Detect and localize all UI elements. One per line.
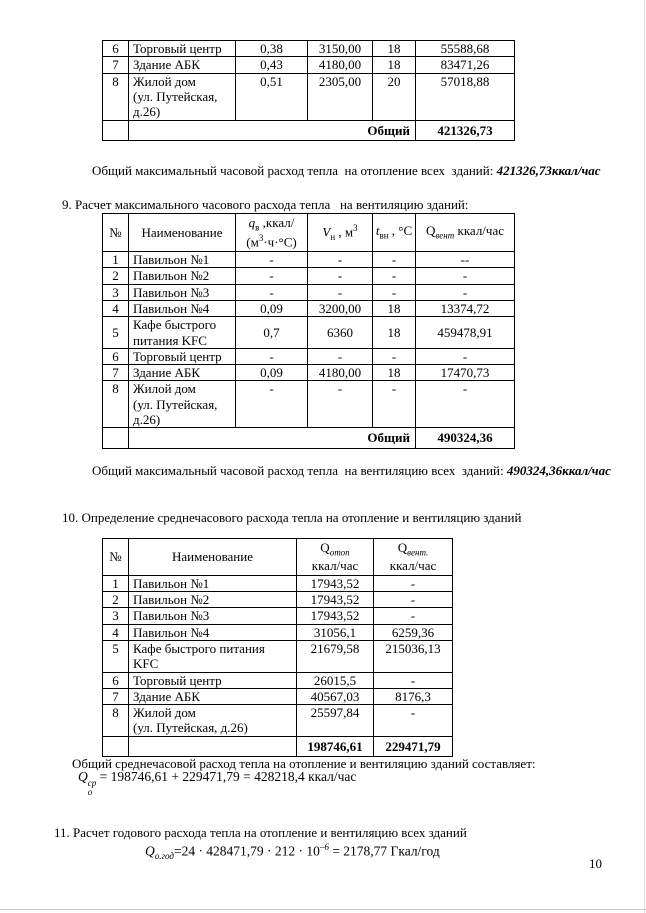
heating-total-row <box>103 120 515 140</box>
table-cell: 18 <box>373 317 416 349</box>
table-cell: -- <box>416 251 515 267</box>
table-cell: 3 <box>103 284 129 300</box>
table-cell: 6 <box>103 348 129 364</box>
table-cell: Кафе быстрого питания KFC <box>129 640 297 672</box>
table-cell: 459478,91 <box>416 317 515 349</box>
table-cell: - <box>373 251 416 267</box>
table-cell: - <box>236 251 308 267</box>
table-cell: 1 <box>103 251 129 267</box>
table-cell: - <box>373 348 416 364</box>
table-cell: 18 <box>373 41 416 57</box>
table-cell: - <box>374 575 453 591</box>
table-cell: Здание АБК <box>129 688 297 704</box>
table-cell: 0,7 <box>236 317 308 349</box>
table-cell: Здание АБК <box>129 365 236 381</box>
table-cell <box>103 120 129 140</box>
table-cell: - <box>374 608 453 624</box>
table-cell: Жилой дом (ул. Путейская, д.26) <box>129 73 236 120</box>
table-cell <box>103 428 129 448</box>
table-cell: 0,09 <box>236 365 308 381</box>
annual-formula <box>145 842 440 861</box>
table-cell: 40567,03 <box>297 688 374 704</box>
table-row <box>103 300 515 316</box>
table-row <box>103 73 515 120</box>
column-header: № <box>103 214 129 252</box>
column-header: № <box>103 539 129 576</box>
formula-expression: =24 · 428471,79 · 212 · 10 <box>173 843 320 859</box>
table-cell: 3 <box>103 608 129 624</box>
table-cell: 4180,00 <box>308 365 373 381</box>
table-cell: 6259,36 <box>374 624 453 640</box>
table-cell: - <box>236 348 308 364</box>
table-cell: 4180,00 <box>308 57 373 73</box>
table-cell <box>103 736 129 756</box>
table-cell: 8 <box>103 73 129 120</box>
table-cell: - <box>416 284 515 300</box>
table-cell: Павильон №1 <box>129 575 297 591</box>
table-cell: - <box>374 705 453 737</box>
heating-summary-text: Общий максимальный часовой расход тепла на отопление всех зданий: <box>92 163 497 178</box>
table-cell: 1 <box>103 575 129 591</box>
table-row <box>103 317 515 349</box>
table-cell: Павильон №2 <box>129 268 236 284</box>
table-cell: - <box>416 381 515 428</box>
table-cell: 55588,68 <box>416 41 515 57</box>
table-cell: 17943,52 <box>297 591 374 607</box>
table-cell: 31056,1 <box>297 624 374 640</box>
column-header: $q_в$ ,ккал/ $(м^3\cdot ч\cdot^\circ С)$ <box>236 214 308 252</box>
table-cell: - <box>308 251 373 267</box>
table-cell: 57018,88 <box>416 73 515 120</box>
table-cell: Павильон №4 <box>129 300 236 316</box>
column-header: $Q_{вент.}$ ккал/час <box>374 539 453 576</box>
table-cell: - <box>236 284 308 300</box>
table-cell: 18 <box>373 300 416 316</box>
table-cell: Жилой дом (ул. Путейская, д.26) <box>129 381 236 428</box>
table-cell: - <box>373 284 416 300</box>
table-cell: 83471,26 <box>416 57 515 73</box>
column-header: Наименование <box>129 214 236 252</box>
table-cell: 8 <box>103 381 129 428</box>
table-cell: Павильон №2 <box>129 591 297 607</box>
table-cell: 0,43 <box>236 57 308 73</box>
heating-summary <box>62 163 601 179</box>
table-row <box>103 348 515 364</box>
header-row <box>103 539 453 576</box>
table-row <box>103 575 453 591</box>
table-row <box>103 365 515 381</box>
section10-heading: 10. Определение среднечасового расхода тепла на отопление и вентиляцию зданий <box>62 510 522 525</box>
section9-heading: 9. Расчет максимального часового расхода тепла на вентиляцию зданий: <box>62 197 469 212</box>
heating-table <box>102 40 515 141</box>
table-cell: 7 <box>103 365 129 381</box>
table-cell: 0,09 <box>236 300 308 316</box>
table-cell: 17470,73 <box>416 365 515 381</box>
page-number: 10 <box>589 856 602 871</box>
column-header: $V_н$ , $м^3$ <box>308 214 373 252</box>
table-row <box>103 624 453 640</box>
table-cell: - <box>308 348 373 364</box>
table-row <box>103 608 453 624</box>
table-cell: 5 <box>103 317 129 349</box>
avg-hourly-formula <box>78 769 356 796</box>
table-cell: 3150,00 <box>308 41 373 57</box>
table-cell: Торговый центр <box>129 672 297 688</box>
table-cell <box>129 736 297 756</box>
table-cell: 7 <box>103 688 129 704</box>
table-cell: Кафе быстрого питания KFC <box>129 317 236 349</box>
table-row <box>103 640 453 672</box>
table-cell: 4 <box>103 624 129 640</box>
table-cell: Павильон №3 <box>129 284 236 300</box>
formula-result: = 2178,77 Гкал/год <box>328 843 440 859</box>
formula-supsub <box>88 779 97 796</box>
table-cell: - <box>416 348 515 364</box>
table-cell: Павильон №1 <box>129 251 236 267</box>
table-cell: 0,38 <box>236 41 308 57</box>
ventilation-summary-text: Общий максимальный часовой расход тепла на вентиляцию всех зданий: <box>92 463 507 478</box>
table-cell: 2305,00 <box>308 73 373 120</box>
table-cell: 2 <box>103 591 129 607</box>
formula-symbol: Q <box>78 769 88 784</box>
table-row <box>103 251 515 267</box>
table-row <box>103 688 453 704</box>
formula-exponent: –6 <box>319 842 329 852</box>
table-cell: 17943,52 <box>297 608 374 624</box>
column-header: Наименование <box>129 539 297 576</box>
table-cell: 8 <box>103 705 129 737</box>
table-row <box>103 705 453 737</box>
heating-total-label: Общий <box>129 120 416 140</box>
table-cell: 6 <box>103 672 129 688</box>
average-total-otop: 198746,61 <box>297 736 374 756</box>
table-cell: 6360 <box>308 317 373 349</box>
table-cell: 20 <box>373 73 416 120</box>
heating-total-value: 421326,73 <box>416 120 515 140</box>
table-cell: Павильон №3 <box>129 608 297 624</box>
table-cell: 215036,13 <box>374 640 453 672</box>
table-cell: 13374,72 <box>416 300 515 316</box>
table-row <box>103 41 515 57</box>
table-cell: - <box>236 381 308 428</box>
average-total-row <box>103 736 453 756</box>
table-cell: 2 <box>103 268 129 284</box>
average-table <box>102 538 453 757</box>
ventilation-table <box>102 213 515 449</box>
table-cell: Здание АБК <box>129 57 236 73</box>
table-cell: Жилой дом (ул. Путейская, д.26) <box>129 705 297 737</box>
table-cell: 4 <box>103 300 129 316</box>
average-summary: Общий среднечасовой расход тепла на отопление и вентиляцию зданий составляет: <box>72 756 536 771</box>
table-row <box>103 57 515 73</box>
table-cell: Торговый центр <box>129 41 236 57</box>
table-cell: - <box>373 381 416 428</box>
table-cell: - <box>374 672 453 688</box>
section11-heading: 11. Расчет годового расхода тепла на отопление и вентиляцию всех зданий <box>54 825 467 840</box>
table-row <box>103 672 453 688</box>
formula-subscript: о <box>87 786 93 797</box>
ventilation-summary <box>62 463 611 479</box>
formula-expression: = 198746,61 + 229471,79 = 428218,4 ккал/час <box>96 769 357 784</box>
table-cell: - <box>374 591 453 607</box>
formula-symbol: Q <box>145 843 155 859</box>
table-cell: 25597,84 <box>297 705 374 737</box>
table-cell: 8176,3 <box>374 688 453 704</box>
page-edge <box>0 909 646 910</box>
formula-subscript: о.год <box>154 851 174 862</box>
table-cell: - <box>373 268 416 284</box>
table-cell: - <box>416 268 515 284</box>
table-row <box>103 268 515 284</box>
table-cell: 21679,58 <box>297 640 374 672</box>
header-row <box>103 214 515 252</box>
table-cell: - <box>308 381 373 428</box>
table-cell: 0,51 <box>236 73 308 120</box>
column-header: $Q_{отоп}$ ккал/час <box>297 539 374 576</box>
table-row <box>103 591 453 607</box>
table-cell: - <box>308 268 373 284</box>
average-total-vent: 229471,79 <box>374 736 453 756</box>
table-cell: 3200,00 <box>308 300 373 316</box>
ventilation-summary-value: 490324,36ккал/час <box>506 463 611 478</box>
table-cell: 5 <box>103 640 129 672</box>
ventilation-total-row <box>103 428 515 448</box>
table-row <box>103 284 515 300</box>
table-cell: 6 <box>103 41 129 57</box>
table-row <box>103 381 515 428</box>
table-cell: 26015,5 <box>297 672 374 688</box>
heating-summary-value: 421326,73ккал/час <box>496 163 601 178</box>
table-cell: 18 <box>373 57 416 73</box>
formula-superscript: ср <box>87 778 97 788</box>
page-edge <box>644 0 645 913</box>
ventilation-total-label: Общий <box>129 428 416 448</box>
table-cell: 17943,52 <box>297 575 374 591</box>
ventilation-total-value: 490324,36 <box>416 428 515 448</box>
table-cell: Торговый центр <box>129 348 236 364</box>
table-cell: - <box>236 268 308 284</box>
column-header: $t_{вн}$ , °С <box>373 214 416 252</box>
table-cell: 18 <box>373 365 416 381</box>
table-cell: Павильон №4 <box>129 624 297 640</box>
table-cell: - <box>308 284 373 300</box>
table-cell: 7 <box>103 57 129 73</box>
column-header: $Q_{вент}$ ккал/час <box>416 214 515 252</box>
